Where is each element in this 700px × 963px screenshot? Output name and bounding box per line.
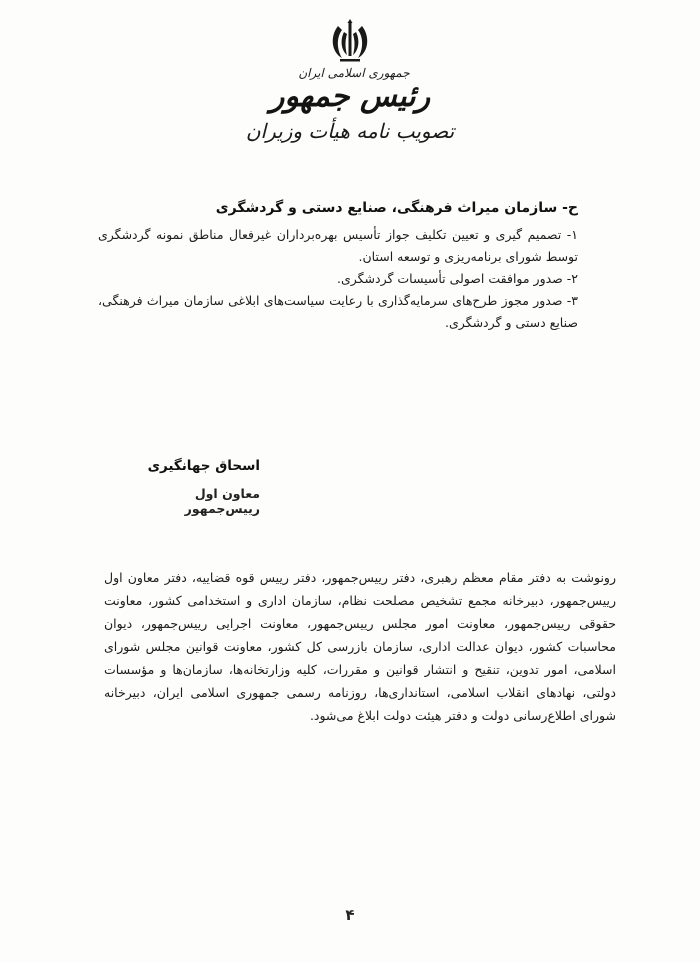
- page-number: ۴: [345, 906, 355, 924]
- letterhead-president: رئیس جمهور: [269, 79, 431, 114]
- list-item: ۳- صدور مجوز طرح‌های سرمایه‌گذاری با رعایت سیاست‌های ابلاغی سازمان میراث فرهنگی، صنایع دستی و گردشگری.: [98, 293, 578, 330]
- list-item: ۱- تصمیم گیری و تعیین تکلیف جواز تأسیس بهره‌برداران غیرفعال مناطق نمونه گردشگری توسط شورای برنامه‌ریزی و توسعه استان.: [98, 227, 578, 264]
- section-heritage: [98, 200, 578, 334]
- list-item: ۲- صدور موافقت اصولی تأسیسات گردشگری.: [336, 271, 578, 286]
- cc-paragraph: رونوشت به دفتر مقام معظم رهبری، دفتر رییس‌جمهور، دفتر رییس قوه قضاییه، دفتر معاون اول رییس‌جمهور، دبیرخانه مجمع تشخیص مصلحت نظام، سازمان اداری و استخدامی کشور، معاونت حقوقی رییس‌جمهور، معاونت امور مجلس رییس‌جمهور، معاونت اجرایی رییس‌جمهور، دیوان محاسبات کشور، دیوان عدالت اداری، سازمان بازرسی کل کشور، معاونت قوانین مجلس شورای اسلامی، امور تدوین، تنقیح و انتشار قوانین و مقررات، کلیه وزارتخانه‌ها، سازمان‌ها و مؤسسات دولتی، نهادهای انقلاب اسلامی، استانداری‌ها، روزنامه رسمی جمهوری اسلامی ایران، دبیرخانه شورای اطلاع‌رسانی دولت و دفتر هیئت دولت ابلاغ می‌شود.: [104, 570, 616, 723]
- section-title: ح- سازمان میراث فرهنگی، صنایع دستی و گردشگری: [215, 200, 578, 216]
- letterhead-country: جمهوری اسلامی ایران: [298, 66, 410, 80]
- signatory-title: معاون اول رییس‌جمهور: [184, 486, 260, 516]
- signature-block: [120, 458, 260, 516]
- letterhead-subtitle: تصویب نامه هیأت وزیران: [245, 119, 455, 143]
- letterhead: [0, 18, 700, 144]
- signatory-name: اسحاق جهانگیری: [147, 458, 260, 474]
- iran-emblem-icon: [328, 18, 372, 64]
